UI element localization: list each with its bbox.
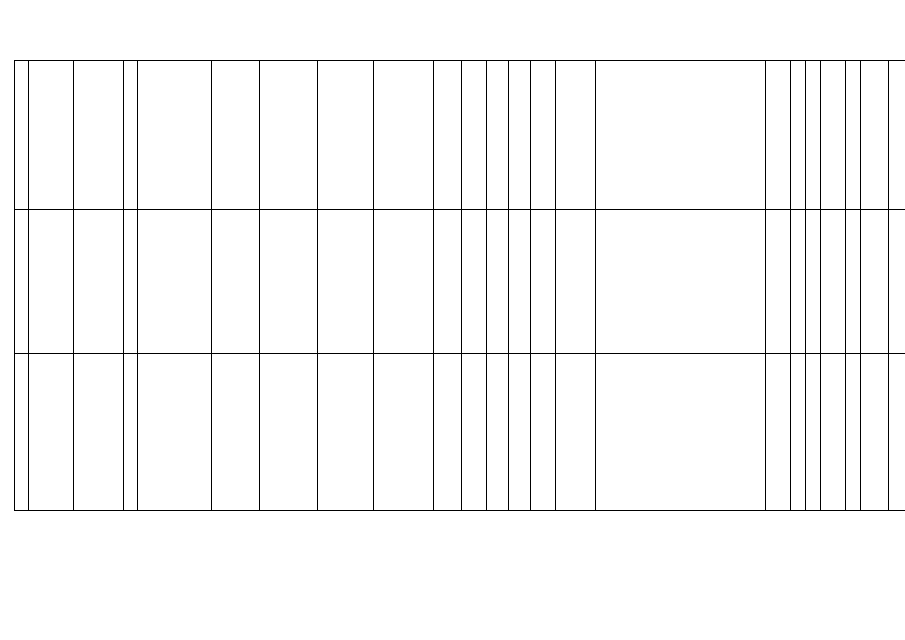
table-cell bbox=[29, 210, 74, 354]
table-cell bbox=[260, 61, 318, 210]
table-cell bbox=[124, 61, 138, 210]
table-cell bbox=[556, 354, 596, 511]
table-cell bbox=[556, 210, 596, 354]
table-cell bbox=[846, 210, 861, 354]
table-cell bbox=[846, 61, 861, 210]
table-row bbox=[15, 354, 905, 511]
table-cell bbox=[487, 61, 509, 210]
table-cell bbox=[318, 210, 374, 354]
table-cell bbox=[462, 61, 487, 210]
table-cell bbox=[138, 354, 212, 511]
document-table bbox=[14, 60, 905, 511]
table-cell bbox=[374, 354, 434, 511]
table-cell bbox=[318, 354, 374, 511]
table-cell bbox=[260, 354, 318, 511]
table-cell bbox=[124, 354, 138, 511]
table-cell bbox=[509, 354, 531, 511]
table-cell bbox=[138, 61, 212, 210]
table-cell bbox=[531, 354, 556, 511]
table-cell bbox=[791, 61, 806, 210]
table-cell bbox=[212, 61, 260, 210]
table-cell bbox=[846, 354, 861, 511]
table-cell bbox=[806, 210, 821, 354]
table-cell bbox=[74, 210, 124, 354]
table-cell bbox=[766, 61, 791, 210]
table-cell bbox=[821, 354, 846, 511]
table-cell bbox=[487, 210, 509, 354]
table-cell bbox=[889, 61, 905, 210]
table-cell bbox=[806, 61, 821, 210]
table-cell bbox=[861, 61, 889, 210]
table-cell bbox=[29, 354, 74, 511]
table-cell bbox=[791, 354, 806, 511]
table-cell bbox=[374, 210, 434, 354]
table-cell bbox=[596, 210, 766, 354]
table-cell bbox=[806, 354, 821, 511]
table-cell bbox=[556, 61, 596, 210]
table-cell bbox=[462, 354, 487, 511]
table-cell bbox=[821, 61, 846, 210]
table-cell bbox=[374, 61, 434, 210]
table-cell bbox=[861, 354, 889, 511]
table-cell bbox=[212, 354, 260, 511]
table-cell bbox=[29, 61, 74, 210]
table-row bbox=[15, 210, 905, 354]
table-cell bbox=[434, 210, 462, 354]
table-cell bbox=[766, 210, 791, 354]
table-cell bbox=[766, 354, 791, 511]
table-cell bbox=[15, 210, 29, 354]
table-cell bbox=[15, 61, 29, 210]
table-cell bbox=[138, 210, 212, 354]
table-cell bbox=[821, 210, 846, 354]
table-row bbox=[15, 61, 905, 210]
table-cell bbox=[74, 61, 124, 210]
table-cell bbox=[509, 210, 531, 354]
table-cell bbox=[74, 354, 124, 511]
table-cell bbox=[318, 61, 374, 210]
table-cell bbox=[15, 354, 29, 511]
table-cell bbox=[791, 210, 806, 354]
table-cell bbox=[531, 210, 556, 354]
table-cell bbox=[260, 210, 318, 354]
table-cell bbox=[509, 61, 531, 210]
table-cell bbox=[596, 61, 766, 210]
table-cell bbox=[434, 61, 462, 210]
table-cell bbox=[531, 61, 556, 210]
table-cell bbox=[434, 354, 462, 511]
table-cell bbox=[212, 210, 260, 354]
table-cell bbox=[889, 354, 905, 511]
table-cell bbox=[596, 354, 766, 511]
table-cell bbox=[462, 210, 487, 354]
table-cell bbox=[889, 210, 905, 354]
table-cell bbox=[124, 210, 138, 354]
table-cell bbox=[861, 210, 889, 354]
table-cell bbox=[487, 354, 509, 511]
